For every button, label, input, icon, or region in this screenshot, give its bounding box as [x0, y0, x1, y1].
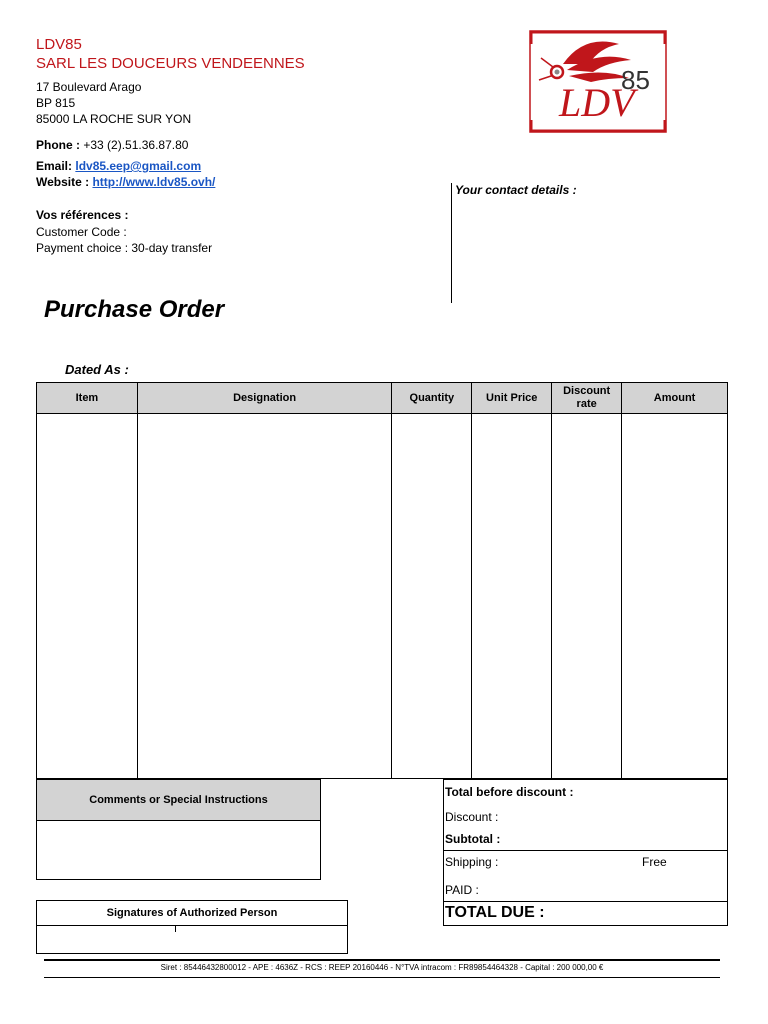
email-label: Email: [36, 159, 73, 173]
phone-value: +33 (2).51.36.87.80 [83, 138, 189, 152]
signatures-box[interactable] [36, 900, 348, 954]
contact-label: Your contact details : [455, 183, 577, 197]
contact-divider [451, 183, 452, 303]
comments-label: Comments or Special Instructions [37, 780, 320, 821]
website-label: Website : [36, 175, 90, 189]
logo-text: LDV [559, 80, 635, 125]
shipping-value: Free [642, 855, 667, 869]
column-header-quantity: Quantity [392, 383, 472, 414]
dated-label: Dated As : [65, 362, 129, 377]
column-header-unit-price: Unit Price [472, 383, 552, 414]
table-header-row [37, 383, 728, 414]
total-before-discount: Total before discount : [445, 785, 574, 799]
company-logo [529, 30, 667, 133]
cell-amount[interactable] [622, 414, 728, 779]
cell-quantity[interactable] [392, 414, 472, 779]
total-due-label: TOTAL DUE : [445, 904, 545, 921]
email-row [36, 158, 201, 174]
column-header-discount-rate: Discount rate [552, 383, 622, 414]
cell-designation[interactable] [137, 414, 392, 779]
email-link[interactable]: ldv85.eep@gmail.com [75, 159, 202, 173]
items-table [36, 382, 728, 779]
footer-legal-text: Siret : 85446432800012 - APE : 4636Z - RCS : REEP 20160446 - N°TVA intracom : FR89854464328 - Capital : 200 000,00 € [160, 963, 604, 972]
phone-row [36, 137, 188, 153]
column-header-amount: Amount [622, 383, 728, 414]
paid-label: PAID : [445, 883, 479, 897]
footer-rule-bottom [44, 977, 720, 978]
cell-item[interactable] [37, 414, 138, 779]
shipping-label: Shipping : [445, 855, 499, 869]
cell-discount-rate[interactable] [552, 414, 622, 779]
references-heading: Vos références : [36, 208, 129, 222]
cell-unit-price[interactable] [472, 414, 552, 779]
signature-divider [175, 926, 176, 932]
customer-code: Customer Code : [36, 225, 127, 239]
document-title: Purchase Order [44, 296, 225, 323]
phone-label: Phone : [36, 138, 80, 152]
company-full-name: SARL LES DOUCEURS VENDEENNES [36, 55, 305, 72]
discount-label: Discount : [445, 810, 499, 824]
totals-divider-1 [444, 850, 727, 851]
footer-rule-top [44, 959, 720, 961]
totals-box [443, 779, 728, 926]
website-link[interactable]: http://www.ldv85.ovh/ [92, 175, 216, 189]
column-header-designation: Designation [137, 383, 392, 414]
company-short-name: LDV85 [36, 36, 82, 53]
address-line1: 17 Boulevard Arago [36, 80, 142, 94]
logo-number: 85 [621, 65, 650, 95]
website-row [36, 174, 215, 190]
table-row [37, 414, 728, 779]
payment-choice: Payment choice : 30-day transfer [36, 241, 213, 255]
comments-box[interactable] [36, 779, 321, 880]
column-header-item: Item [37, 383, 138, 414]
subtotal-label: Subtotal : [445, 832, 501, 846]
signatures-label: Signatures of Authorized Person [37, 901, 347, 926]
address-line2: BP 815 [36, 96, 76, 110]
totals-divider-2 [444, 901, 727, 902]
address-line3: 85000 LA ROCHE SUR YON [36, 112, 192, 126]
